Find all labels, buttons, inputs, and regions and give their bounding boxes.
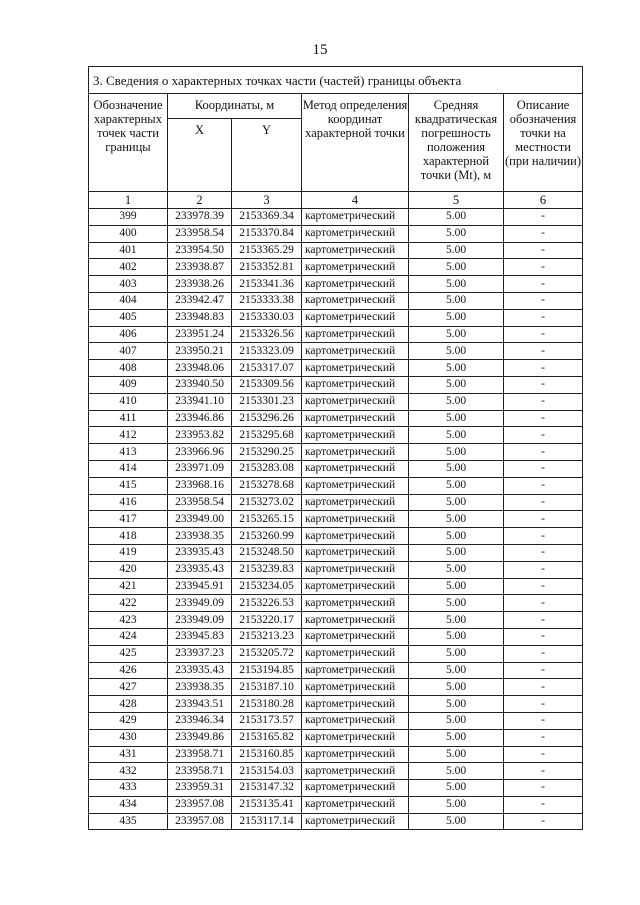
method-cell: картометрический [302, 511, 409, 528]
method-cell: картометрический [302, 460, 409, 477]
error-cell: 5.00 [409, 679, 504, 696]
description-cell: - [504, 326, 583, 343]
description-cell: - [504, 544, 583, 561]
point-id-cell: 405 [89, 309, 168, 326]
description-cell: - [504, 645, 583, 662]
y-coordinate-cell: 2153295.68 [232, 427, 302, 444]
error-cell: 5.00 [409, 276, 504, 293]
y-coordinate-cell: 2153260.99 [232, 528, 302, 545]
point-id-cell: 420 [89, 561, 168, 578]
error-cell: 5.00 [409, 343, 504, 360]
y-coordinate-cell: 2153147.32 [232, 780, 302, 797]
y-coordinate-cell: 2153323.09 [232, 343, 302, 360]
error-cell: 5.00 [409, 259, 504, 276]
point-id-cell: 409 [89, 376, 168, 393]
y-coordinate-cell: 2153248.50 [232, 544, 302, 561]
y-coordinate-cell: 2153234.05 [232, 578, 302, 595]
y-coordinate-cell: 2153370.84 [232, 225, 302, 242]
x-coordinate-cell: 233950.21 [168, 343, 232, 360]
error-cell: 5.00 [409, 360, 504, 377]
x-coordinate-cell: 233945.91 [168, 578, 232, 595]
description-cell: - [504, 427, 583, 444]
error-cell: 5.00 [409, 813, 504, 830]
column-number: 1 [89, 192, 168, 209]
error-cell: 5.00 [409, 712, 504, 729]
column-number: 6 [504, 192, 583, 209]
description-cell: - [504, 410, 583, 427]
point-id-cell: 421 [89, 578, 168, 595]
y-coordinate-cell: 2153239.83 [232, 561, 302, 578]
y-coordinate-cell: 2153365.29 [232, 242, 302, 259]
table-row [89, 595, 583, 612]
y-coordinate-cell: 2153283.08 [232, 460, 302, 477]
method-cell: картометрический [302, 712, 409, 729]
error-cell: 5.00 [409, 729, 504, 746]
method-cell: картометрический [302, 528, 409, 545]
x-coordinate-cell: 233957.08 [168, 796, 232, 813]
table-row [89, 612, 583, 629]
x-coordinate-cell: 233966.96 [168, 444, 232, 461]
x-coordinate-cell: 233938.35 [168, 679, 232, 696]
x-coordinate-cell: 233948.83 [168, 309, 232, 326]
error-cell: 5.00 [409, 796, 504, 813]
x-coordinate-cell: 233959.31 [168, 780, 232, 797]
y-coordinate-cell: 2153278.68 [232, 477, 302, 494]
x-coordinate-cell: 233943.51 [168, 696, 232, 713]
y-coordinate-cell: 2153341.36 [232, 276, 302, 293]
boundary-points-table-frame [88, 66, 582, 830]
point-id-cell: 433 [89, 780, 168, 797]
x-coordinate-cell: 233957.08 [168, 813, 232, 830]
table-row [89, 578, 583, 595]
error-cell: 5.00 [409, 393, 504, 410]
column-number: 5 [409, 192, 504, 209]
point-id-cell: 419 [89, 544, 168, 561]
error-cell: 5.00 [409, 225, 504, 242]
error-cell: 5.00 [409, 494, 504, 511]
header-point: Обозначение характерных точек части границы [89, 94, 168, 192]
point-id-cell: 412 [89, 427, 168, 444]
y-coordinate-cell: 2153160.85 [232, 746, 302, 763]
point-id-cell: 435 [89, 813, 168, 830]
table-row [89, 460, 583, 477]
point-id-cell: 414 [89, 460, 168, 477]
x-coordinate-cell: 233958.54 [168, 225, 232, 242]
table-row [89, 326, 583, 343]
table-row [89, 796, 583, 813]
point-id-cell: 424 [89, 628, 168, 645]
table-row [89, 209, 583, 226]
y-coordinate-cell: 2153205.72 [232, 645, 302, 662]
error-cell: 5.00 [409, 427, 504, 444]
table-row [89, 292, 583, 309]
table-row [89, 696, 583, 713]
point-id-cell: 403 [89, 276, 168, 293]
x-coordinate-cell: 233941.10 [168, 393, 232, 410]
x-coordinate-cell: 233940.50 [168, 376, 232, 393]
y-coordinate-cell: 2153180.28 [232, 696, 302, 713]
method-cell: картометрический [302, 209, 409, 226]
description-cell: - [504, 494, 583, 511]
header-error: Средняя квадратическая погрешность положения характерной точки (Mt), м [409, 94, 504, 192]
table-row [89, 729, 583, 746]
point-id-cell: 417 [89, 511, 168, 528]
table-row [89, 628, 583, 645]
point-id-cell: 404 [89, 292, 168, 309]
error-cell: 5.00 [409, 763, 504, 780]
y-coordinate-cell: 2153290.25 [232, 444, 302, 461]
description-cell: - [504, 561, 583, 578]
error-cell: 5.00 [409, 645, 504, 662]
point-id-cell: 416 [89, 494, 168, 511]
section-title: 3. Сведения о характерных точках части (частей) границы объекта [89, 67, 583, 94]
error-cell: 5.00 [409, 326, 504, 343]
point-id-cell: 425 [89, 645, 168, 662]
method-cell: картометрический [302, 360, 409, 377]
method-cell: картометрический [302, 780, 409, 797]
description-cell: - [504, 696, 583, 713]
description-cell: - [504, 376, 583, 393]
error-cell: 5.00 [409, 242, 504, 259]
table-row [89, 225, 583, 242]
table-row [89, 393, 583, 410]
error-cell: 5.00 [409, 561, 504, 578]
method-cell: картометрический [302, 326, 409, 343]
table-row [89, 360, 583, 377]
method-cell: картометрический [302, 427, 409, 444]
table-row [89, 561, 583, 578]
description-cell: - [504, 780, 583, 797]
table-row [89, 645, 583, 662]
description-cell: - [504, 528, 583, 545]
error-cell: 5.00 [409, 376, 504, 393]
table-row [89, 242, 583, 259]
description-cell: - [504, 309, 583, 326]
point-id-cell: 407 [89, 343, 168, 360]
error-cell: 5.00 [409, 595, 504, 612]
method-cell: картометрический [302, 696, 409, 713]
method-cell: картометрический [302, 494, 409, 511]
x-coordinate-cell: 233946.34 [168, 712, 232, 729]
method-cell: картометрический [302, 242, 409, 259]
description-cell: - [504, 511, 583, 528]
boundary-points-table [88, 66, 583, 830]
method-cell: картометрический [302, 662, 409, 679]
point-id-cell: 422 [89, 595, 168, 612]
method-cell: картометрический [302, 376, 409, 393]
description-cell: - [504, 360, 583, 377]
point-id-cell: 423 [89, 612, 168, 629]
description-cell: - [504, 595, 583, 612]
x-coordinate-cell: 233958.71 [168, 746, 232, 763]
column-number: 4 [302, 192, 409, 209]
y-coordinate-cell: 2153352.81 [232, 259, 302, 276]
point-id-cell: 418 [89, 528, 168, 545]
header-y: Y [232, 119, 302, 192]
y-coordinate-cell: 2153326.56 [232, 326, 302, 343]
description-cell: - [504, 796, 583, 813]
point-id-cell: 426 [89, 662, 168, 679]
point-id-cell: 431 [89, 746, 168, 763]
description-cell: - [504, 444, 583, 461]
table-row [89, 528, 583, 545]
table-row [89, 712, 583, 729]
x-coordinate-cell: 233954.50 [168, 242, 232, 259]
method-cell: картометрический [302, 225, 409, 242]
error-cell: 5.00 [409, 528, 504, 545]
description-cell: - [504, 746, 583, 763]
x-coordinate-cell: 233958.54 [168, 494, 232, 511]
x-coordinate-cell: 233946.86 [168, 410, 232, 427]
description-cell: - [504, 578, 583, 595]
x-coordinate-cell: 233949.86 [168, 729, 232, 746]
column-number-row [89, 192, 583, 209]
description-cell: - [504, 477, 583, 494]
point-id-cell: 432 [89, 763, 168, 780]
method-cell: картометрический [302, 276, 409, 293]
table-row [89, 780, 583, 797]
x-coordinate-cell: 233978.39 [168, 209, 232, 226]
error-cell: 5.00 [409, 309, 504, 326]
method-cell: картометрический [302, 813, 409, 830]
table-row [89, 511, 583, 528]
table-row [89, 813, 583, 830]
error-cell: 5.00 [409, 209, 504, 226]
x-coordinate-cell: 233938.87 [168, 259, 232, 276]
point-id-cell: 411 [89, 410, 168, 427]
x-coordinate-cell: 233949.09 [168, 612, 232, 629]
error-cell: 5.00 [409, 477, 504, 494]
y-coordinate-cell: 2153165.82 [232, 729, 302, 746]
description-cell: - [504, 712, 583, 729]
table-row [89, 662, 583, 679]
table-row [89, 477, 583, 494]
y-coordinate-cell: 2153194.85 [232, 662, 302, 679]
table-row [89, 427, 583, 444]
table-row [89, 343, 583, 360]
table-row [89, 276, 583, 293]
point-id-cell: 415 [89, 477, 168, 494]
method-cell: картометрический [302, 444, 409, 461]
point-id-cell: 429 [89, 712, 168, 729]
table-row [89, 309, 583, 326]
y-coordinate-cell: 2153220.17 [232, 612, 302, 629]
description-cell: - [504, 209, 583, 226]
x-coordinate-cell: 233935.43 [168, 544, 232, 561]
point-id-cell: 399 [89, 209, 168, 226]
error-cell: 5.00 [409, 511, 504, 528]
table-row [89, 679, 583, 696]
table-row [89, 494, 583, 511]
point-id-cell: 434 [89, 796, 168, 813]
description-cell: - [504, 612, 583, 629]
x-coordinate-cell: 233948.06 [168, 360, 232, 377]
point-id-cell: 400 [89, 225, 168, 242]
y-coordinate-cell: 2153154.03 [232, 763, 302, 780]
x-coordinate-cell: 233949.00 [168, 511, 232, 528]
column-number: 3 [232, 192, 302, 209]
point-id-cell: 410 [89, 393, 168, 410]
description-cell: - [504, 662, 583, 679]
table-body [89, 209, 583, 830]
y-coordinate-cell: 2153309.56 [232, 376, 302, 393]
method-cell: картометрический [302, 612, 409, 629]
description-cell: - [504, 225, 583, 242]
error-cell: 5.00 [409, 746, 504, 763]
y-coordinate-cell: 2153301.23 [232, 393, 302, 410]
description-cell: - [504, 276, 583, 293]
description-cell: - [504, 813, 583, 830]
header-description: Описание обозначения точки на местности (при наличии) [504, 94, 583, 192]
method-cell: картометрический [302, 729, 409, 746]
x-coordinate-cell: 233937.23 [168, 645, 232, 662]
y-coordinate-cell: 2153135.41 [232, 796, 302, 813]
method-cell: картометрический [302, 746, 409, 763]
x-coordinate-cell: 233953.82 [168, 427, 232, 444]
error-cell: 5.00 [409, 612, 504, 629]
method-cell: картометрический [302, 309, 409, 326]
y-coordinate-cell: 2153265.15 [232, 511, 302, 528]
error-cell: 5.00 [409, 662, 504, 679]
y-coordinate-cell: 2153369.34 [232, 209, 302, 226]
x-coordinate-cell: 233938.26 [168, 276, 232, 293]
x-coordinate-cell: 233951.24 [168, 326, 232, 343]
y-coordinate-cell: 2153273.02 [232, 494, 302, 511]
x-coordinate-cell: 233949.09 [168, 595, 232, 612]
point-id-cell: 401 [89, 242, 168, 259]
point-id-cell: 413 [89, 444, 168, 461]
method-cell: картометрический [302, 259, 409, 276]
x-coordinate-cell: 233968.16 [168, 477, 232, 494]
method-cell: картометрический [302, 645, 409, 662]
point-id-cell: 402 [89, 259, 168, 276]
table-row [89, 746, 583, 763]
error-cell: 5.00 [409, 628, 504, 645]
method-cell: картометрический [302, 595, 409, 612]
description-cell: - [504, 460, 583, 477]
method-cell: картометрический [302, 796, 409, 813]
method-cell: картометрический [302, 343, 409, 360]
column-number: 2 [168, 192, 232, 209]
description-cell: - [504, 242, 583, 259]
method-cell: картометрический [302, 763, 409, 780]
error-cell: 5.00 [409, 410, 504, 427]
description-cell: - [504, 393, 583, 410]
method-cell: картометрический [302, 410, 409, 427]
method-cell: картометрический [302, 578, 409, 595]
table-row [89, 410, 583, 427]
point-id-cell: 427 [89, 679, 168, 696]
header-x: X [168, 119, 232, 192]
description-cell: - [504, 763, 583, 780]
table-row [89, 763, 583, 780]
description-cell: - [504, 259, 583, 276]
table-row [89, 544, 583, 561]
method-cell: картометрический [302, 393, 409, 410]
page-number: 15 [312, 42, 328, 58]
error-cell: 5.00 [409, 444, 504, 461]
header-coordinates: Координаты, м [168, 94, 302, 119]
header-method: Метод определения координат характерной точки [302, 94, 409, 192]
x-coordinate-cell: 233971.09 [168, 460, 232, 477]
method-cell: картометрический [302, 679, 409, 696]
y-coordinate-cell: 2153330.03 [232, 309, 302, 326]
point-id-cell: 430 [89, 729, 168, 746]
error-cell: 5.00 [409, 578, 504, 595]
description-cell: - [504, 292, 583, 309]
method-cell: картометрический [302, 477, 409, 494]
method-cell: картометрический [302, 628, 409, 645]
error-cell: 5.00 [409, 780, 504, 797]
y-coordinate-cell: 2153117.14 [232, 813, 302, 830]
description-cell: - [504, 628, 583, 645]
y-coordinate-cell: 2153226.53 [232, 595, 302, 612]
y-coordinate-cell: 2153173.57 [232, 712, 302, 729]
x-coordinate-cell: 233935.43 [168, 561, 232, 578]
y-coordinate-cell: 2153187.10 [232, 679, 302, 696]
y-coordinate-cell: 2153296.26 [232, 410, 302, 427]
method-cell: картометрический [302, 292, 409, 309]
y-coordinate-cell: 2153333.38 [232, 292, 302, 309]
method-cell: картометрический [302, 544, 409, 561]
x-coordinate-cell: 233942.47 [168, 292, 232, 309]
error-cell: 5.00 [409, 544, 504, 561]
x-coordinate-cell: 233935.43 [168, 662, 232, 679]
x-coordinate-cell: 233958.71 [168, 763, 232, 780]
error-cell: 5.00 [409, 696, 504, 713]
x-coordinate-cell: 233938.35 [168, 528, 232, 545]
point-id-cell: 428 [89, 696, 168, 713]
description-cell: - [504, 729, 583, 746]
y-coordinate-cell: 2153317.07 [232, 360, 302, 377]
x-coordinate-cell: 233945.83 [168, 628, 232, 645]
table-row [89, 444, 583, 461]
table-row [89, 376, 583, 393]
description-cell: - [504, 679, 583, 696]
point-id-cell: 406 [89, 326, 168, 343]
description-cell: - [504, 343, 583, 360]
table-row [89, 259, 583, 276]
error-cell: 5.00 [409, 292, 504, 309]
method-cell: картометрический [302, 561, 409, 578]
y-coordinate-cell: 2153213.23 [232, 628, 302, 645]
error-cell: 5.00 [409, 460, 504, 477]
point-id-cell: 408 [89, 360, 168, 377]
